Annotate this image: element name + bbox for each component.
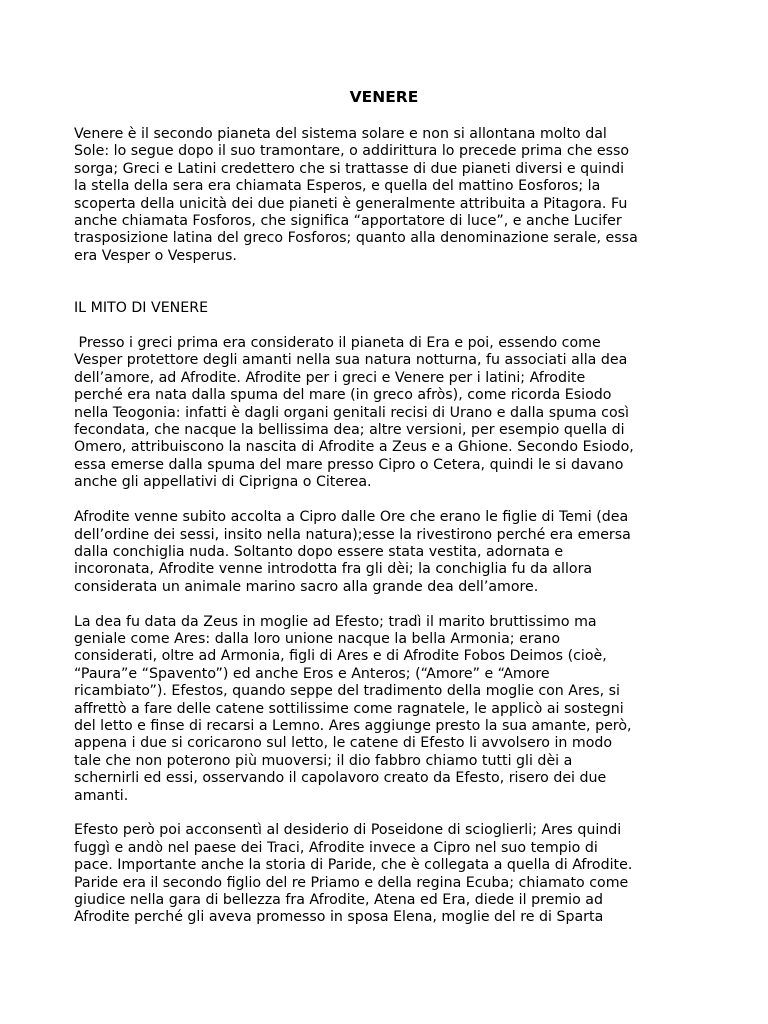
text-line: considerati, oltre ad Armonia, figli di Ares e di Afrodite Fobos Deimos (cioè,	[74, 648, 607, 665]
text-line: Paride era il secondo figlio del re Priamo e della regina Ecuba; chiamato come	[74, 874, 629, 891]
intro-paragraph	[74, 126, 714, 265]
text-line: Afrodite perché gli aveva promesso in sposa Elena, moglie del re di Sparta	[74, 909, 604, 926]
text-line: “Paura”e “Spavento”) ed anche Eros e Anteros; (“Amore” e “Amore	[74, 665, 550, 682]
text-line: incoronata, Afrodite venne introdotta fra gli dèi; la conchiglia fu da allora	[74, 561, 593, 578]
text-line: Efesto però poi acconsentì al desiderio di Poseidone di scioglierli; Ares quindi	[74, 822, 622, 839]
text-line: anche chiamata Fosforos, che significa “apportatore di luce”, e anche Lucifer	[74, 213, 622, 230]
text-line: fecondata, che nacque la bellissima dea; altre versioni, per esempio quella di	[74, 422, 625, 439]
page-title: VENERE	[349, 88, 419, 106]
text-line: giudice nella gara di bellezza fra Afrodite, Atena ed Era, diede il premio ad	[74, 892, 603, 908]
text-line: scoperta della unicità dei due pianeti è generalmente attribuita a Pitagora. Fu	[74, 195, 628, 212]
text-line: era Vesper o Vesperus.	[74, 247, 237, 264]
text-line: nella Teogonia: infatti è dagli organi genitali recisi di Urano e dalla spuma così	[74, 404, 629, 421]
text-line: trasposizione latina del greco Fosforos; quanto alla denominazione serale, essa	[74, 230, 638, 247]
text-line: essa emerse dalla spuma del mare presso Cipro o Cetera, quindi le si davano	[74, 456, 624, 473]
paragraph-3	[74, 614, 714, 805]
text-line: tale che non poterono più muoversi; il dio fabbro chiamo tutti gli dèi a	[74, 752, 573, 769]
paragraph-1	[74, 335, 714, 492]
text-line: dell’ordine dei sessi, insito nella natura);esse la rivestirono perché era emersa	[74, 526, 631, 543]
text-line: Vesper protettore degli amanti nella sua natura notturna, fu associati alla dea	[74, 352, 628, 369]
text-line: considerata un animale marino sacro alla grande dea dell’amore.	[74, 578, 539, 595]
text-line: dell’amore, ad Afrodite. Afrodite per i greci e Venere per i latini; Afrodite	[74, 369, 586, 386]
paragraph-4	[74, 822, 714, 926]
text-line: Omero, attribuiscono la nascita di Afrodite a Zeus e a Ghione. Secondo Esiodo,	[74, 439, 634, 456]
text-line: sorga; Greci e Latini credettero che si trattasse di due pianeti diversi e quindi	[74, 160, 625, 177]
text-line: Sole: lo segue dopo il suo tramontare, o addirittura lo precede prima che esso	[74, 143, 630, 160]
text-line: Presso i greci prima era considerato il pianeta di Era e poi, essendo come	[74, 335, 601, 352]
text-line: del letto e finse di recarsi a Lemno. Ares aggiunge presto la sua amante, però,	[74, 717, 632, 734]
text-line: La dea fu data da Zeus in moglie ad Efesto; tradì il marito bruttissimo ma	[74, 613, 597, 630]
text-line: fuggì e andò nel paese dei Traci, Afrodite invece a Cipro nel suo tempio di	[74, 839, 598, 856]
text-line: geniale come Ares: dalla loro unione nacque la bella Armonia; erano	[74, 630, 560, 647]
paragraph-2	[74, 509, 714, 596]
text-line: Venere è il secondo pianeta del sistema solare e non si allontana molto dal	[74, 126, 607, 142]
section-heading	[74, 300, 714, 317]
text-line: amanti.	[74, 787, 129, 804]
text-line: Afrodite venne subito accolta a Cipro dalle Ore che erano le figlie di Temi (dea	[74, 509, 629, 526]
section-heading-text: IL MITO DI VENERE	[74, 300, 209, 317]
text-line: perché era nata dalla spuma del mare (in greco afròs), come ricorda Esiodo	[74, 387, 612, 404]
text-line: appena i due si coricarono sul letto, le catene di Efesto li avvolsero in modo	[74, 735, 613, 752]
text-line: dalla conchiglia nuda. Soltanto dopo essere stata vestita, adornata e	[74, 543, 564, 560]
text-line: pace. Importante anche la storia di Paride, che è collegata a quella di Afrodite.	[74, 857, 633, 874]
text-line: ricambiato”). Efestos, quando seppe del tradimento della moglie con Ares, si	[74, 683, 621, 700]
text-line: schernirli ed essi, osservando il capolavoro creato da Efesto, risero dei due	[74, 770, 607, 787]
document-body	[74, 126, 714, 927]
text-line: affrettò a fare delle catene sottilissime come ragnatele, le applicò ai sostegni	[74, 700, 624, 717]
text-line: la stella della sera era chiamata Esperos, e quella del mattino Eosforos; la	[74, 178, 601, 195]
text-line: anche gli appellativi di Ciprigna o Citerea.	[74, 474, 372, 491]
